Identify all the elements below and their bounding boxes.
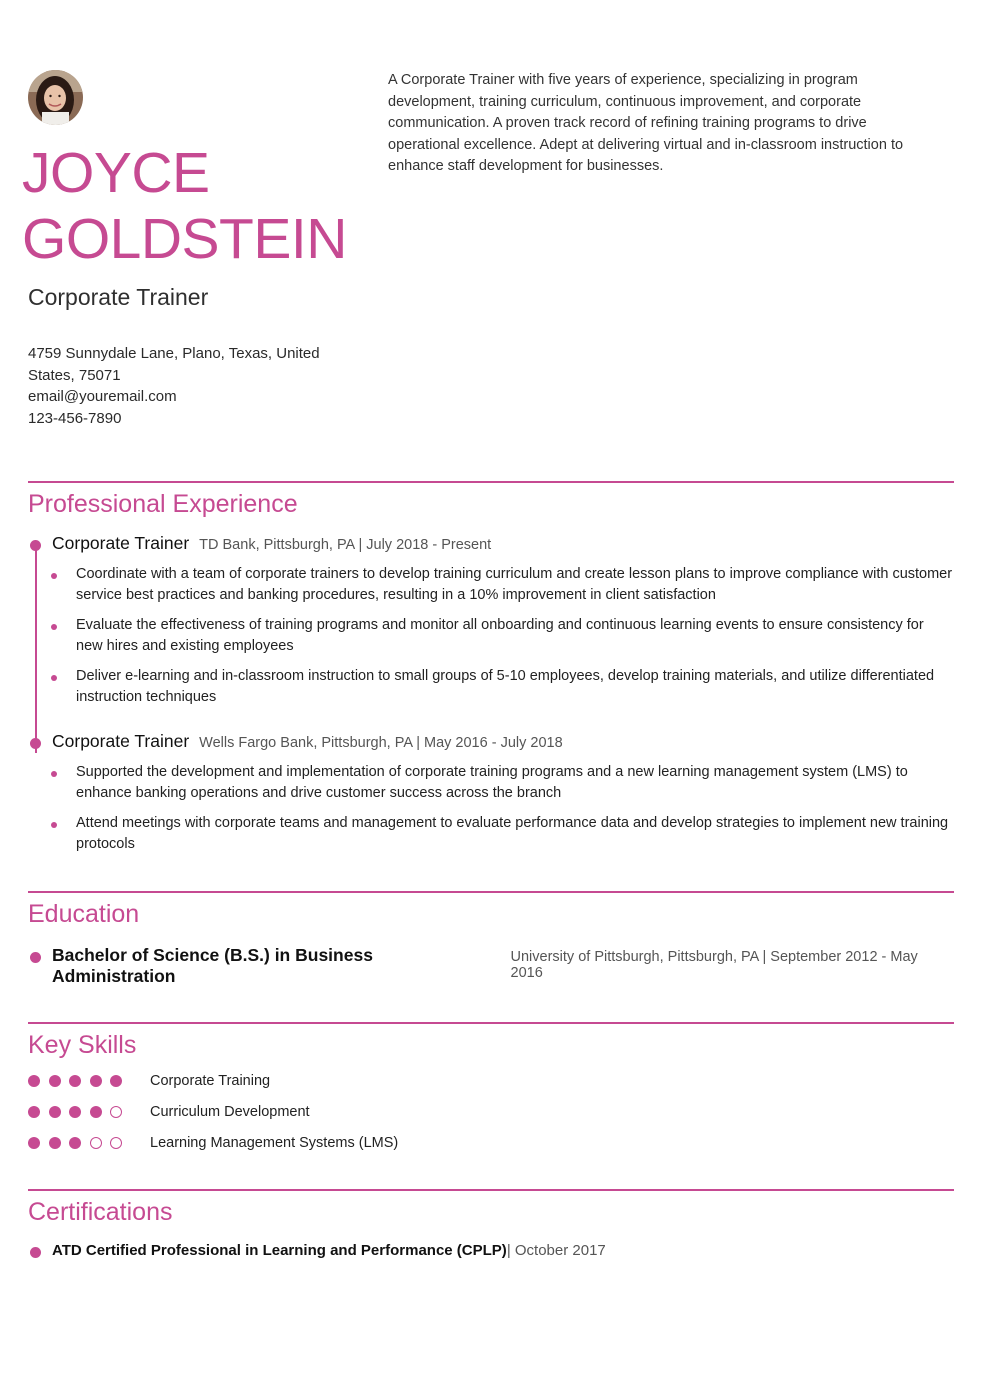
section-heading: Professional Experience	[28, 489, 298, 518]
list-item	[76, 813, 954, 856]
skill-rating	[28, 1075, 150, 1087]
skill-row	[28, 1097, 954, 1128]
job-role: Corporate Trainer	[52, 532, 190, 553]
list-item	[76, 762, 954, 805]
bullet-text: Attend meetings with corporate teams and management to evaluate performance data and develop strategies to implement new training protocols	[76, 814, 949, 852]
section-divider	[28, 481, 954, 483]
skill-dot-filled	[90, 1075, 102, 1087]
certification-name: ATD Certified Professional in Learning and Performance (CPLP)	[52, 1241, 507, 1259]
education-section	[28, 891, 954, 987]
job-role: Corporate Trainer	[52, 730, 190, 751]
certification-date: | October 2017	[506, 1241, 606, 1259]
job-entry	[28, 731, 954, 856]
certifications-section	[28, 1189, 954, 1259]
address-line-2: States, 75071	[28, 366, 121, 384]
skill-dot-empty	[90, 1137, 102, 1149]
skill-dot-filled	[28, 1106, 40, 1118]
skill-name: Corporate Training	[150, 1073, 271, 1089]
section-divider	[28, 1022, 954, 1024]
timeline-dot	[30, 738, 41, 749]
email: email@youremail.com	[28, 388, 177, 405]
skill-dot-filled	[49, 1106, 61, 1118]
education-meta: University of Pittsburgh, Pittsburgh, PA | September 2012 - May 2016	[510, 948, 918, 981]
section-heading: Certifications	[28, 1197, 173, 1226]
list-item	[76, 666, 954, 709]
skill-dot-filled	[28, 1075, 40, 1087]
timeline-dot	[30, 1247, 41, 1258]
timeline-dot	[30, 540, 41, 551]
skill-row	[28, 1128, 954, 1159]
list-item	[76, 564, 954, 607]
job-header	[28, 533, 954, 554]
skill-dot-filled	[69, 1106, 81, 1118]
avatar	[28, 70, 83, 125]
job-meta: TD Bank, Pittsburgh, PA | July 2018 - Present	[199, 536, 492, 553]
skill-dot-filled	[49, 1137, 61, 1149]
section-divider	[28, 891, 954, 893]
candidate-name	[22, 140, 347, 272]
bullet-dot	[51, 675, 57, 681]
section-heading: Key Skills	[28, 1030, 137, 1059]
skill-name: Curriculum Development	[150, 1104, 310, 1120]
skills-section	[28, 1022, 954, 1159]
job-bullets	[76, 564, 954, 709]
experience-section	[28, 481, 954, 864]
bullet-text: Coordinate with a team of corporate trainers to develop training curriculum and create lesson plans to improve compliance with customer service best practices and banking procedures, resulting in a 10% improvement in client satisfaction	[76, 565, 953, 603]
bullet-text: Supported the development and implementation of corporate training programs and a new learning management system (LMS) to enhance banking operations and drive customer success across the branch	[76, 763, 908, 801]
bullet-dot	[51, 573, 57, 579]
skill-name: Learning Management Systems (LMS)	[150, 1135, 399, 1151]
job-header	[28, 731, 954, 752]
timeline-dot	[30, 952, 41, 963]
bullet-text: Deliver e-learning and in-classroom instruction to small groups of 5-10 employees, develop training materials, and utilize differentiated instruction techniques	[76, 667, 935, 705]
section-heading: Education	[28, 899, 140, 928]
last-name: GOLDSTEIN	[22, 207, 347, 271]
list-item	[76, 615, 954, 658]
degree: Bachelor of Science (B.S.) in Business Administration	[52, 944, 373, 986]
job-title: Corporate Trainer	[28, 284, 209, 310]
skill-dot-filled	[49, 1075, 61, 1087]
job-entry	[28, 533, 954, 709]
skill-rating	[28, 1106, 150, 1118]
summary: A Corporate Trainer with five years of experience, specializing in program development, training curriculum, continuous improvement, and corporate communication. A proven track record of refining training programs to drive operational excellence. Adept at delivering virtual and in-classroom instruction to enhance staff development for businesses.	[388, 72, 904, 174]
bullet-dot	[51, 822, 57, 828]
skill-dot-filled	[28, 1137, 40, 1149]
skills-list	[28, 1066, 954, 1159]
first-name: JOYCE	[22, 141, 210, 205]
contact-block	[28, 343, 328, 429]
certification-entry	[28, 1242, 954, 1259]
job-bullets	[76, 762, 954, 856]
skill-dot-filled	[69, 1137, 81, 1149]
skill-rating	[28, 1137, 150, 1149]
bullet-dot	[51, 624, 57, 630]
skill-dot-filled	[69, 1075, 81, 1087]
phone: 123-456-7890	[28, 409, 122, 427]
address-line-1: 4759 Sunnydale Lane, Plano, Texas, United	[28, 345, 320, 362]
skill-dot-empty	[110, 1106, 122, 1118]
skill-dot-filled	[90, 1106, 102, 1118]
skill-dot-filled	[110, 1075, 122, 1087]
skill-row	[28, 1066, 954, 1097]
section-divider	[28, 1189, 954, 1191]
job-meta: Wells Fargo Bank, Pittsburgh, PA | May 2016 - July 2018	[199, 734, 563, 751]
skill-dot-empty	[110, 1137, 122, 1149]
bullet-text: Evaluate the effectiveness of training programs and monitor all onboarding and continuous learning events to ensure consistency for new hires and existing employees	[76, 616, 924, 654]
bullet-dot	[51, 771, 57, 777]
education-entry	[28, 945, 954, 987]
